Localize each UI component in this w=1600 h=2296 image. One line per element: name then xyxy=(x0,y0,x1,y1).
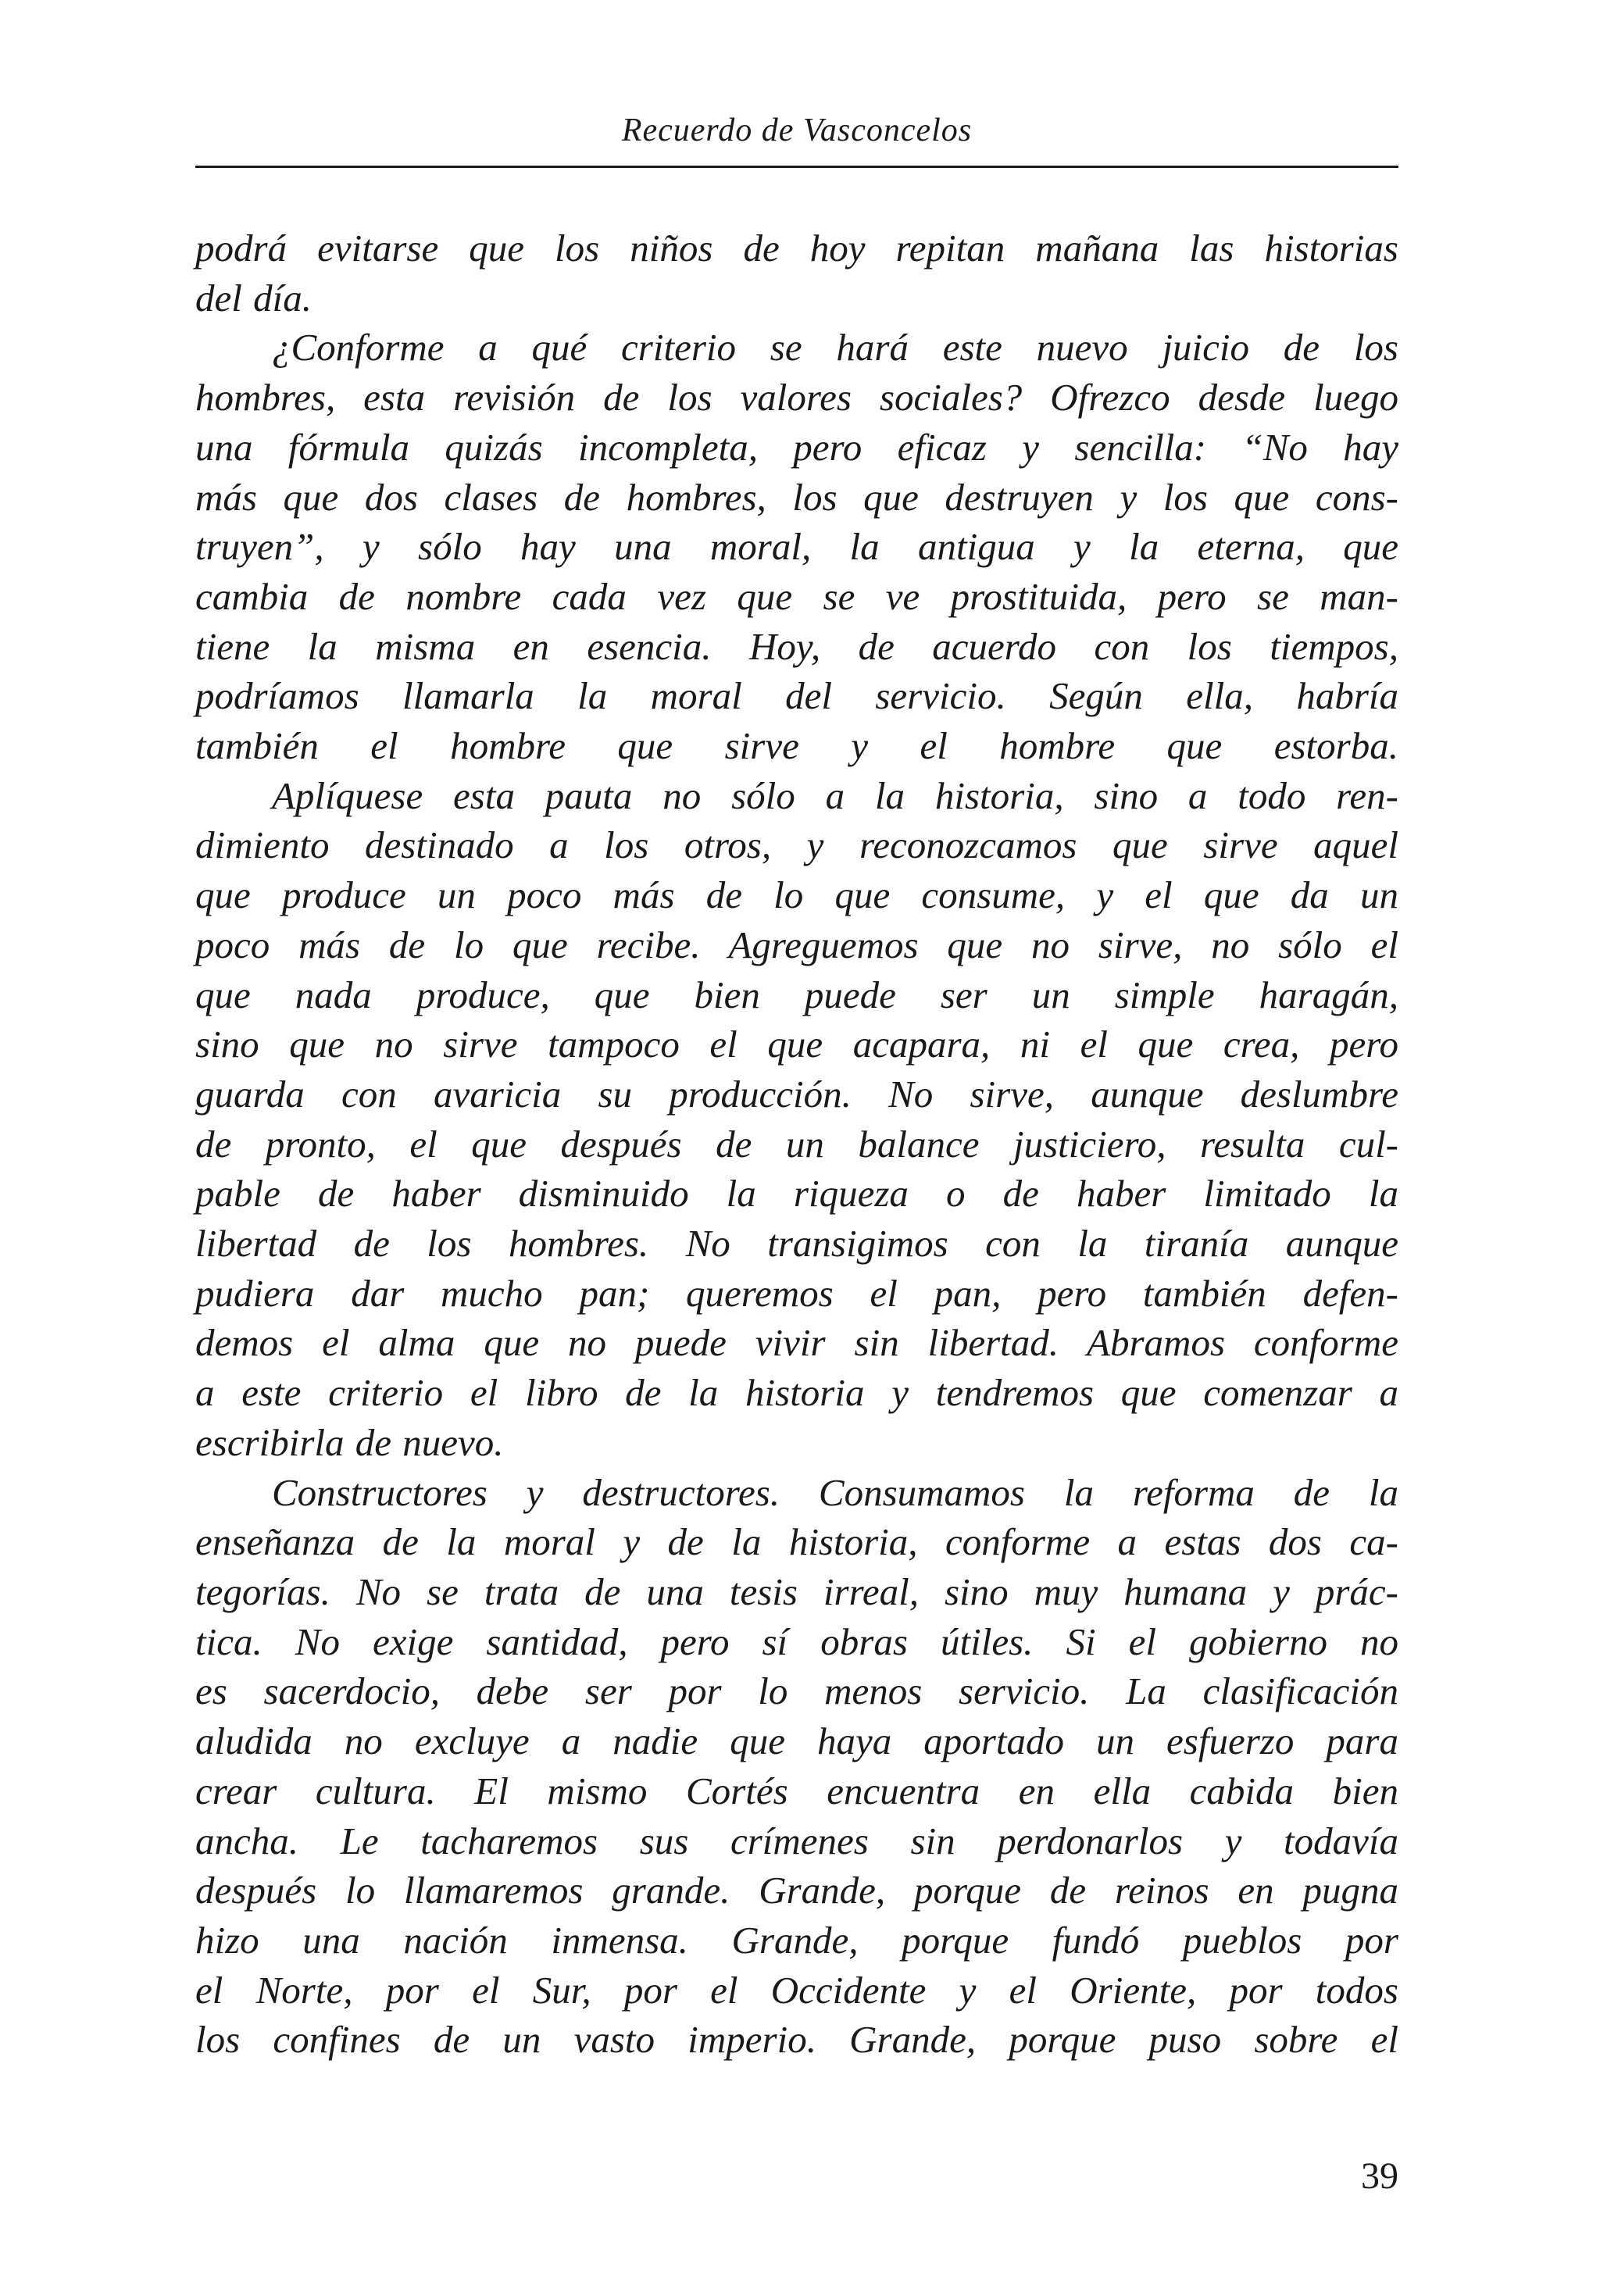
text-line: más que dos clases de hombres, los que destruyen y los que cons- xyxy=(195,475,1398,519)
text-line: que produce un poco más de lo que consume, y el que da un xyxy=(195,873,1398,917)
paragraph xyxy=(195,323,1398,770)
text-line: tegorías. No se trata de una tesis irreal, sino muy humana y prác- xyxy=(195,1569,1398,1613)
text-line: que nada produce, que bien puede ser un simple haragán, xyxy=(195,973,1398,1016)
page-number: 39 xyxy=(1361,2155,1398,2197)
text-line: aludida no excluye a nadie que haya aportado un esfuerzo para xyxy=(195,1719,1398,1763)
text-line: ¿Conforme a qué criterio se hará este nuevo juicio de los xyxy=(272,326,1398,370)
text-line: enseñanza de la moral y de la historia, conforme a estas dos ca- xyxy=(195,1520,1398,1564)
text-line: Aplíquese esta pauta no sólo a la historia, sino a todo ren- xyxy=(272,773,1398,817)
text-line: es sacerdocio, debe ser por lo menos servicio. La clasificación xyxy=(195,1669,1398,1713)
text-line: poco más de lo que recibe. Agreguemos que no sirve, no sólo el xyxy=(195,923,1398,966)
text-line: crear cultura. El mismo Cortés encuentra en ella cabida bien xyxy=(195,1769,1398,1812)
text-line: tiene la misma en esencia. Hoy, de acuerdo con los tiempos, xyxy=(195,624,1398,668)
text-line: pudiera dar mucho pan; queremos el pan, pero también defen- xyxy=(195,1271,1398,1315)
text-line: de pronto, el que después de un balance justiciero, resulta cul- xyxy=(195,1122,1398,1166)
text-line: los confines de un vasto imperio. Grande, porque puso sobre el xyxy=(195,2018,1398,2062)
text-line: el Norte, por el Sur, por el Occidente y el Oriente, por todos xyxy=(195,1968,1398,2012)
text-line: podrá evitarse que los niños de hoy repitan mañana las historias xyxy=(195,227,1398,270)
body-text xyxy=(195,223,1398,2065)
text-line: tica. No exige santidad, pero sí obras útiles. Si el gobierno no xyxy=(195,1619,1398,1663)
paragraph xyxy=(195,1468,1398,2065)
paragraph xyxy=(195,223,1398,323)
paragraph xyxy=(195,771,1398,1468)
text-line: libertad de los hombres. No transigimos con la tiranía aunque xyxy=(195,1222,1398,1266)
text-line: escribirla de nuevo. xyxy=(195,1420,504,1464)
text-line: dimiento destinado a los otros, y reconozcamos que sirve aquel xyxy=(195,823,1398,867)
text-line: una fórmula quizás incompleta, pero eficaz y sencilla: “No hay xyxy=(195,425,1398,469)
header-rule xyxy=(195,166,1398,168)
text-line: demos el alma que no puede vivir sin libertad. Abramos conforme xyxy=(195,1321,1398,1365)
text-line: sino que no sirve tampoco el que acapara, ni el que crea, pero xyxy=(195,1023,1398,1066)
text-line: guarda con avaricia su producción. No sirve, aunque deslumbre xyxy=(195,1072,1398,1116)
text-line: también el hombre que sirve y el hombre que estorba. xyxy=(195,724,1398,768)
text-line: ancha. Le tacharemos sus crímenes sin perdonarlos y todavía xyxy=(195,1819,1398,1862)
text-line: pable de haber disminuido la riqueza o de haber limitado la xyxy=(195,1172,1398,1216)
text-line: Constructores y destructores. Consumamos la reforma de la xyxy=(272,1470,1398,1514)
text-line: del día. xyxy=(195,276,312,320)
text-line: podríamos llamarla la moral del servicio. Según ella, habría xyxy=(195,674,1398,718)
text-line: a este criterio el libro de la historia y tendremos que comenzar a xyxy=(195,1371,1398,1415)
text-line: truyen”, y sólo hay una moral, la antigua y la eterna, que xyxy=(195,525,1398,569)
text-line: después lo llamaremos grande. Grande, porque de reinos en pugna xyxy=(195,1869,1398,1912)
text-line: cambia de nombre cada vez que se ve prostituida, pero se man- xyxy=(195,574,1398,618)
text-line: hizo una nación inmensa. Grande, porque fundó pueblos por xyxy=(195,1918,1398,1962)
running-title: Recuerdo de Vasconcelos xyxy=(621,112,973,148)
text-line: hombres, esta revisión de los valores sociales? Ofrezco desde luego xyxy=(195,376,1398,420)
